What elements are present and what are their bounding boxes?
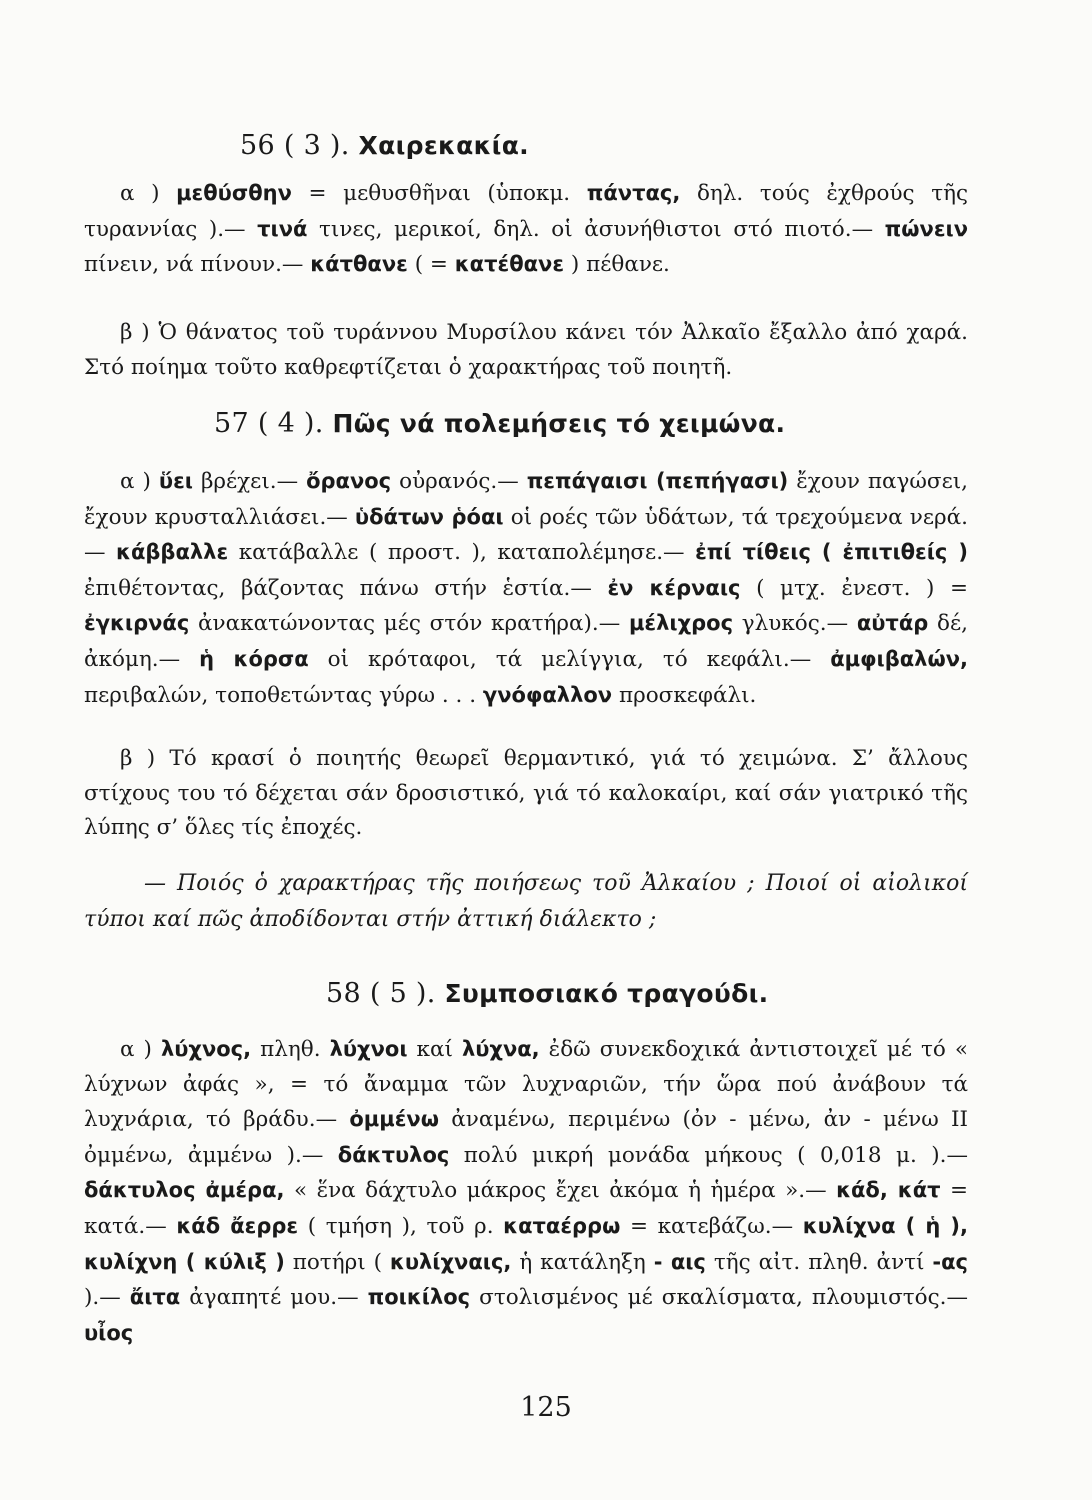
heading-number: 56 bbox=[240, 130, 275, 161]
text-run: β ) Ὁ θάνατος τοῦ τυράννου Μυρσίλου κάνει τόν Ἀλκαῖο ἔξαλλο ἀπό χαρά. Στό ποίημα τοῦτο καθρεφτίζεται ὁ χαρακτήρας τοῦ ποιητῆ. bbox=[84, 320, 968, 380]
text-run: ἡ κατάληξη bbox=[511, 1249, 654, 1275]
term: καταέρρω bbox=[503, 1213, 621, 1238]
text-run: πολύ μικρή μονάδα μήκους ( 0,018 μ. ).— bbox=[449, 1142, 968, 1168]
term: ἄιτα bbox=[129, 1285, 181, 1310]
text-run: ( μτχ. ἐνεστ. ) = bbox=[740, 575, 968, 601]
term: λύχνοι bbox=[329, 1037, 408, 1061]
term: -ας bbox=[932, 1249, 968, 1274]
heading-56 bbox=[240, 130, 940, 161]
text-run: βρέχει.— bbox=[192, 469, 307, 494]
term: λύχνος, bbox=[160, 1037, 252, 1061]
heading-number: 58 bbox=[326, 978, 361, 1009]
heading-sub: ( 3 ). bbox=[283, 130, 350, 161]
text-run: ἐδῶ συνεκδοχικά ἀντιστοιχεῖ μέ τό « λύχνων ἀφάς », = τό ἄναμμα τῶν λυχναριῶν, τήν ὥρα πού ἀνάβουν τά λυχνάρια, τό βράδυ.— bbox=[84, 1037, 969, 1133]
term: δάκτυλος ἀμέρα, bbox=[84, 1178, 285, 1203]
text-run: ποτήρι ( bbox=[284, 1249, 390, 1275]
para-56-b bbox=[84, 316, 968, 385]
text-run: ( = bbox=[407, 252, 455, 278]
term: ἐν κέρναις bbox=[607, 575, 741, 600]
term: ὑδάτων ῥόαι bbox=[354, 504, 504, 529]
text-run: ἀγαπητέ μου.— bbox=[180, 1285, 368, 1311]
text-run: ἔχουν παγώσει, ἔχουν κρυσταλλιάσει.— bbox=[84, 469, 969, 530]
text-run: οἱ κρόταφοι, τά μελίγγια, τό κεφάλι.— bbox=[308, 646, 831, 672]
text-run: = μεθυσθῆναι (ὑποκμ. bbox=[291, 181, 587, 206]
term: ὀμμένω bbox=[349, 1107, 439, 1132]
text-run: α ) bbox=[120, 181, 177, 206]
para-58-a bbox=[84, 1032, 968, 1351]
text-run: ἀνακατώνοντας μές στόν κρατήρα).— bbox=[189, 611, 629, 637]
term: πώνειν bbox=[884, 216, 968, 241]
text-run: περιβαλών, τοποθετώντας γύρω . . . bbox=[84, 682, 483, 708]
para-56-a bbox=[84, 176, 968, 283]
text-run: τῆς αἰτ. πληθ. ἀντί bbox=[705, 1249, 933, 1275]
heading-title: Συμποσιακό τραγούδι. bbox=[444, 979, 769, 1008]
text-run: « ἕνα δάχτυλο μάκρος ἔχει ἀκόμα ἡ ἡμέρα ».— bbox=[284, 1178, 837, 1204]
term: υἶος bbox=[84, 1320, 134, 1345]
text-run: στολισμένος μέ σκαλίσματα, πλουμιστός.— bbox=[470, 1285, 968, 1311]
text-run: δέ, ἀκόμη.— bbox=[84, 611, 968, 672]
text-run: α ) bbox=[120, 469, 159, 494]
heading-58 bbox=[326, 978, 966, 1009]
term: κάδ, κάτ bbox=[836, 1178, 941, 1203]
text-run: δηλ. τούς ἐχθρούς τῆς τυραννίας ).— bbox=[84, 181, 969, 242]
heading-sub: ( 5 ). bbox=[369, 978, 436, 1009]
term: μέλιχρος bbox=[628, 611, 734, 636]
text-run: ( τμήση ), τοῦ ρ. bbox=[298, 1213, 504, 1239]
text-run: τινες, μερικοί, δηλ. οἱ ἀσυνήθιστοι στό πιοτό.— bbox=[307, 216, 885, 242]
text-run: οὐρανός.— bbox=[391, 469, 527, 494]
term: ἐπί τίθεις ( ἐπιτιθείς ) bbox=[695, 540, 968, 565]
term: ποικίλος bbox=[367, 1285, 471, 1310]
term: τινά bbox=[257, 216, 308, 241]
term: κάββαλλε bbox=[116, 540, 229, 565]
text-run: β ) Τό κρασί ὁ ποιητής θεωρεῖ θερμαντικό, γιά τό χειμώνα. Σ’ ἄλλους στίχους του τό δέχεται σάν δροσιστικό, γιά τό καλοκαίρι, καί σάν γιατρικό τῆς λύπης σ’ ὅλες τίς ἐποχές. bbox=[84, 746, 968, 841]
text-run: ἐπιθέτοντας, βάζοντας πάνω στήν ἑστία.— bbox=[84, 575, 608, 601]
term: λύχνα, bbox=[461, 1037, 540, 1061]
term: ἀμφιβαλών, bbox=[830, 646, 968, 671]
term: μεθύσθην bbox=[176, 181, 292, 205]
term: - αις bbox=[653, 1249, 706, 1274]
term: κατέθανε bbox=[454, 252, 565, 277]
term: αὐτάρ bbox=[856, 611, 929, 636]
term: ὕει bbox=[158, 469, 193, 493]
text-run: ).— bbox=[84, 1285, 130, 1311]
term: κυλίχνα ( ἡ ), κυλίχνη ( κύλιξ ) bbox=[84, 1213, 968, 1274]
heading-sub: ( 4 ). bbox=[257, 408, 324, 439]
term: ἡ κόρσα bbox=[199, 646, 309, 671]
text-run: πληθ. bbox=[251, 1037, 330, 1062]
term: ὄρανος bbox=[306, 469, 392, 493]
heading-number: 57 bbox=[214, 408, 249, 439]
text-run: κατάβαλλε ( προστ. ), καταπολέμησε.— bbox=[228, 540, 696, 566]
text-run: γλυκός.— bbox=[733, 611, 857, 637]
question-57: — Ποιός ὁ χαρακτήρας τῆς ποιήσεως τοῦ Ἀλκαίου ; Ποιοί οἱ αἰολικοί τύποι καί πῶς ἀποδίδονται στήν ἀττική διάλεκτο ; bbox=[84, 871, 968, 932]
term: πεπάγαισι (πεπήγασι) bbox=[526, 469, 789, 493]
para-57-a bbox=[84, 464, 968, 713]
text-run: προσκεφάλι. bbox=[612, 682, 757, 708]
text-run: καί bbox=[407, 1037, 462, 1062]
term: κάδ ἄερρε bbox=[176, 1213, 299, 1238]
text-run: ) πέθανε. bbox=[564, 252, 670, 278]
para-57-b bbox=[84, 742, 968, 846]
text-run: οἱ ροές τῶν ὑδάτων, τά τρεχούμενα νερά.— bbox=[84, 504, 968, 566]
text-run: = κατεβάζω.— bbox=[620, 1213, 803, 1239]
heading-title: Χαιρεκακία. bbox=[358, 131, 529, 160]
heading-57 bbox=[214, 408, 974, 439]
text-run: πίνειν, νά πίνουν.— bbox=[84, 252, 311, 278]
page-number: 125 bbox=[520, 1392, 572, 1423]
text-run: α ) bbox=[120, 1037, 161, 1062]
term: γνόφαλλον bbox=[482, 682, 613, 707]
text-run: ἀναμένω, περιμένω (ὀν - μένω, ἀν - μένω ΙΙ ὀμμένω, ἀμμένω ).— bbox=[84, 1107, 969, 1168]
text-run: = κατά.— bbox=[84, 1178, 969, 1239]
term: κυλίχναις, bbox=[389, 1249, 512, 1274]
term: κάτθανε bbox=[310, 252, 408, 277]
term: δάκτυλος bbox=[337, 1142, 450, 1167]
heading-title: Πῶς νά πολεμήσεις τό χειμώνα. bbox=[332, 409, 786, 438]
term: ἐγκιρνάς bbox=[84, 611, 190, 636]
term: πάντας, bbox=[586, 181, 681, 205]
